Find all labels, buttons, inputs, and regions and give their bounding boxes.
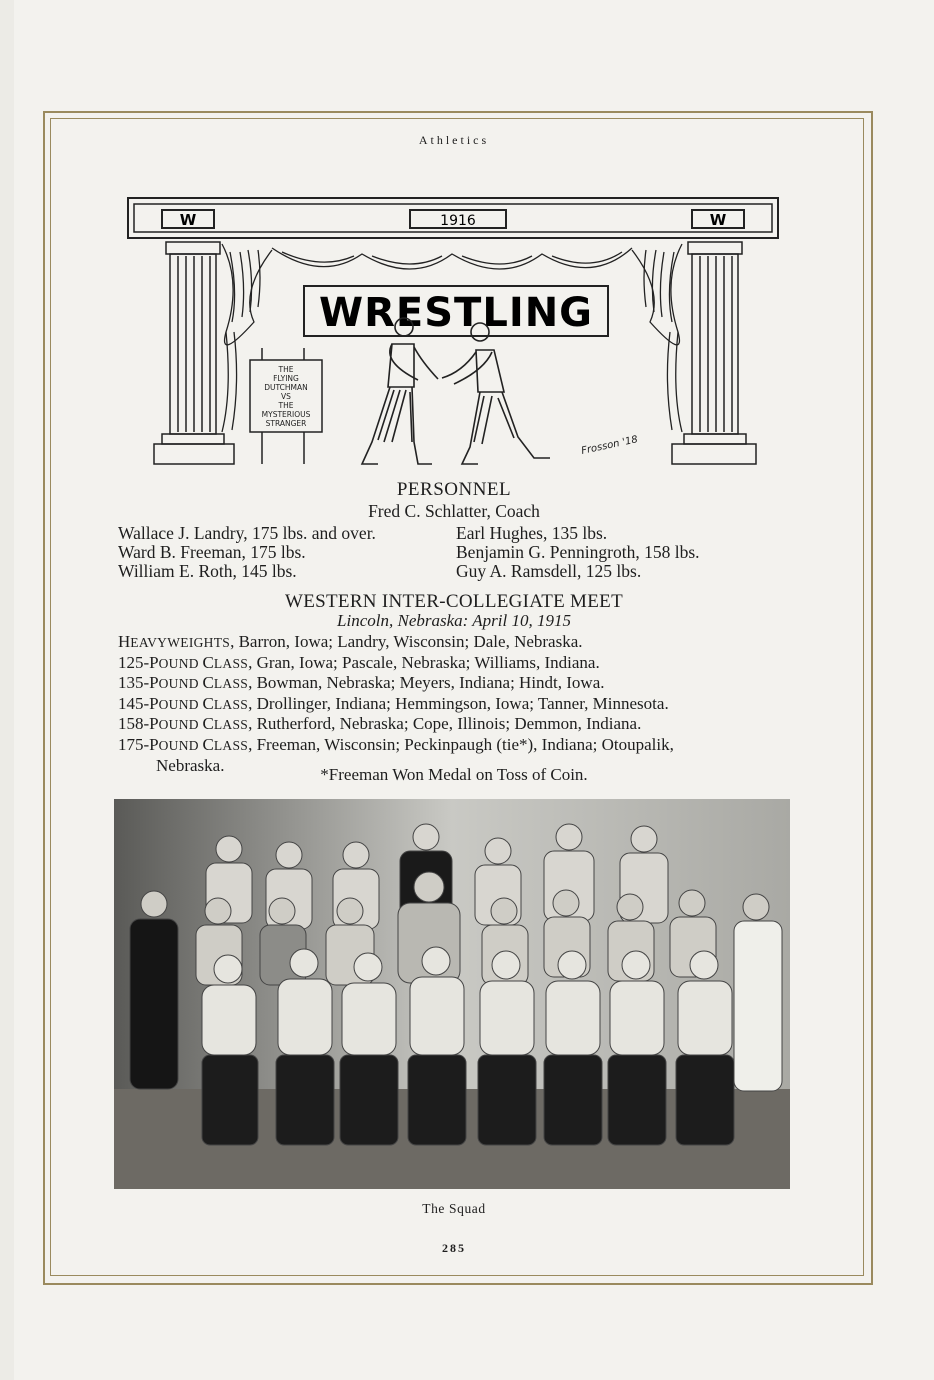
svg-text:FLYING: FLYING (273, 374, 299, 383)
roster-item: Wallace J. Landry, 175 lbs. and over. (118, 523, 376, 543)
left-banner-text: W (179, 211, 197, 229)
wrestling-illustration (122, 192, 792, 470)
artist-signature: Frosson '18 (580, 434, 639, 457)
coach-line: Fred C. Schlatter, Coach (368, 501, 540, 521)
roster-item: Guy A. Ramsdell, 125 lbs. (456, 561, 642, 581)
wrestler-right (442, 323, 550, 464)
svg-text:VS: VS (281, 392, 291, 401)
svg-text:THE: THE (278, 365, 294, 374)
roster-left (118, 524, 376, 581)
svg-text:STRANGER: STRANGER (265, 419, 307, 428)
personnel-heading: PERSONNEL (396, 479, 512, 500)
squad-photo (114, 799, 790, 1189)
svg-text:THE: THE (278, 401, 294, 410)
result-continuation: Nebraska. (156, 755, 225, 775)
svg-text:MYSTERIOUS: MYSTERIOUS (261, 410, 311, 419)
result-line: 175-POUND CLASS, Freeman, Wisconsin; Peckinpaugh (tie*), Indiana; Otoupalik, (118, 734, 674, 754)
svg-text:DUTCHMAN: DUTCHMAN (264, 383, 308, 392)
footnote: *Freeman Won Medal on Toss of Coin. (320, 765, 588, 784)
result-line: 145-POUND CLASS, Drollinger, Indiana; Hemmingson, Iowa; Tanner, Minnesota. (118, 693, 669, 713)
roster-item: William E. Roth, 145 lbs. (118, 561, 297, 581)
meet-results (118, 632, 798, 775)
page-number: 285 (442, 1241, 466, 1255)
result-line: HEAVYWEIGHTS, Barron, Iowa; Landry, Wisconsin; Dale, Nebraska. (118, 632, 583, 651)
running-head: Athletics (418, 133, 490, 147)
roster-item: Ward B. Freeman, 175 lbs. (118, 542, 306, 562)
meet-title: WESTERN INTER-COLLEGIATE MEET (285, 591, 623, 612)
result-line: 135-POUND CLASS, Bowman, Nebraska; Meyers, Indiana; Hindt, Iowa. (118, 673, 605, 693)
photo-caption: The Squad (422, 1201, 486, 1216)
year-text: 1916 (440, 213, 476, 229)
yearbook-page (14, 0, 934, 1380)
right-column (672, 242, 756, 464)
roster-right (456, 524, 700, 581)
right-banner-text: W (709, 211, 727, 229)
meet-subtitle: Lincoln, Nebraska: April 10, 1915 (337, 611, 571, 630)
roster-item: Earl Hughes, 135 lbs. (456, 523, 608, 543)
title-sign-text: WRESTLING (318, 290, 594, 336)
roster-item: Benjamin G. Penningroth, 158 lbs. (456, 542, 700, 562)
result-line: 125-POUND CLASS, Gran, Iowa; Pascale, Nebraska; Williams, Indiana. (118, 652, 600, 672)
wrestler-left (362, 318, 438, 464)
result-line: 158-POUND CLASS, Rutherford, Nebraska; Cope, Illinois; Demmon, Indiana. (118, 714, 642, 734)
